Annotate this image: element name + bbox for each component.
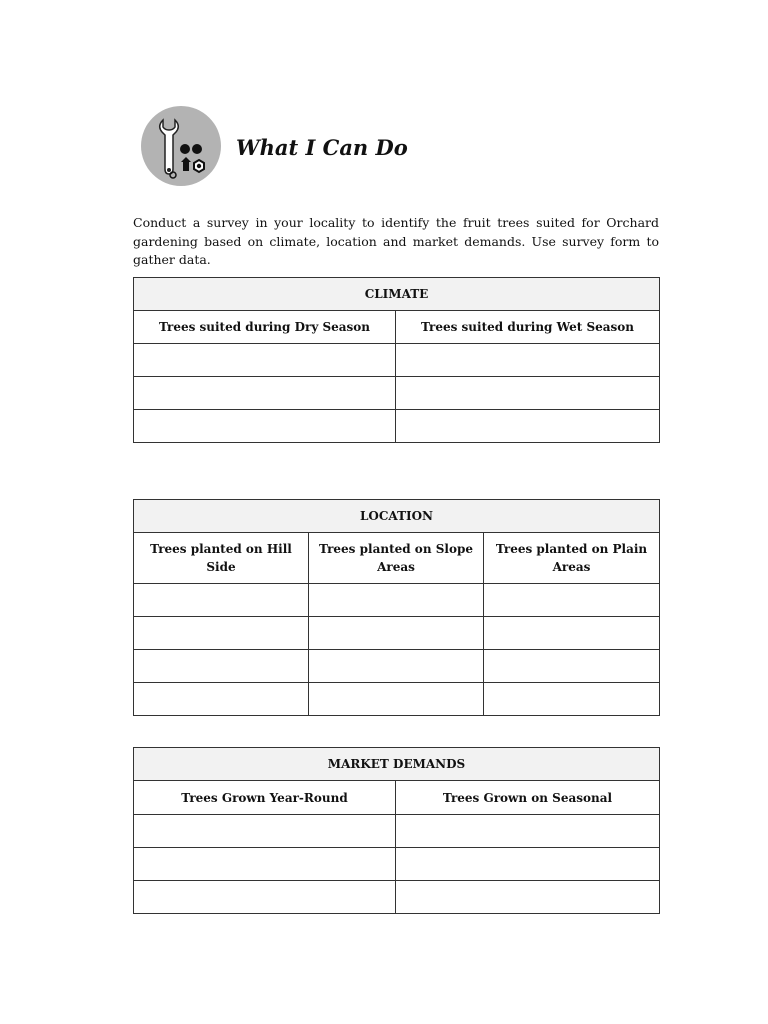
climate-table <box>133 277 660 443</box>
column-header-plain-areas: Trees planted on Plain Areas <box>484 533 660 584</box>
column-header-wet-season: Trees suited during Wet Season <box>396 311 660 344</box>
table-cell[interactable] <box>134 881 396 914</box>
column-header-dry-season: Trees suited during Dry Season <box>134 311 396 344</box>
table-cell[interactable] <box>134 617 309 650</box>
table-cell[interactable] <box>484 617 660 650</box>
location-title: LOCATION <box>134 500 660 533</box>
table-row <box>134 683 660 716</box>
table-row <box>134 881 660 914</box>
wrench-screwdriver-icon <box>141 106 221 186</box>
market-demands-title: MARKET DEMANDS <box>134 748 660 781</box>
table-cell[interactable] <box>396 881 660 914</box>
table-row <box>134 650 660 683</box>
table-cell[interactable] <box>396 815 660 848</box>
table-cell[interactable] <box>484 683 660 716</box>
table-row <box>134 617 660 650</box>
column-header-slope-areas: Trees planted on Slope Areas <box>309 533 484 584</box>
table-row <box>134 344 660 377</box>
table-cell[interactable] <box>309 584 484 617</box>
column-header-year-round: Trees Grown Year-Round <box>134 781 396 815</box>
table-cell[interactable] <box>134 848 396 881</box>
table-cell[interactable] <box>134 683 309 716</box>
table-cell[interactable] <box>309 683 484 716</box>
table-row <box>134 848 660 881</box>
location-table <box>133 499 660 716</box>
column-header-hill-side: Trees planted on Hill Side <box>134 533 309 584</box>
market-demands-table <box>133 747 660 914</box>
table-cell[interactable] <box>396 344 660 377</box>
table-cell[interactable] <box>484 650 660 683</box>
column-header-seasonal: Trees Grown on Seasonal <box>396 781 660 815</box>
table-cell[interactable] <box>134 377 396 410</box>
section-header <box>141 106 221 186</box>
page-title: What I Can Do <box>236 135 408 160</box>
table-cell[interactable] <box>396 377 660 410</box>
table-cell[interactable] <box>134 344 396 377</box>
table-cell[interactable] <box>134 815 396 848</box>
table-cell[interactable] <box>134 650 309 683</box>
table-row <box>134 377 660 410</box>
table-row <box>134 584 660 617</box>
table-cell[interactable] <box>309 617 484 650</box>
table-cell[interactable] <box>309 650 484 683</box>
instructions-paragraph: Conduct a survey in your locality to identify the fruit trees suited for Orchard gardening based on climate, location and market demands. Use survey form to gather data. <box>133 215 659 267</box>
climate-title: CLIMATE <box>134 278 660 311</box>
table-row <box>134 410 660 443</box>
table-row <box>134 815 660 848</box>
table-cell[interactable] <box>484 584 660 617</box>
table-cell[interactable] <box>396 410 660 443</box>
table-cell[interactable] <box>396 848 660 881</box>
table-cell[interactable] <box>134 584 309 617</box>
table-cell[interactable] <box>134 410 396 443</box>
tools-icon <box>141 106 221 186</box>
